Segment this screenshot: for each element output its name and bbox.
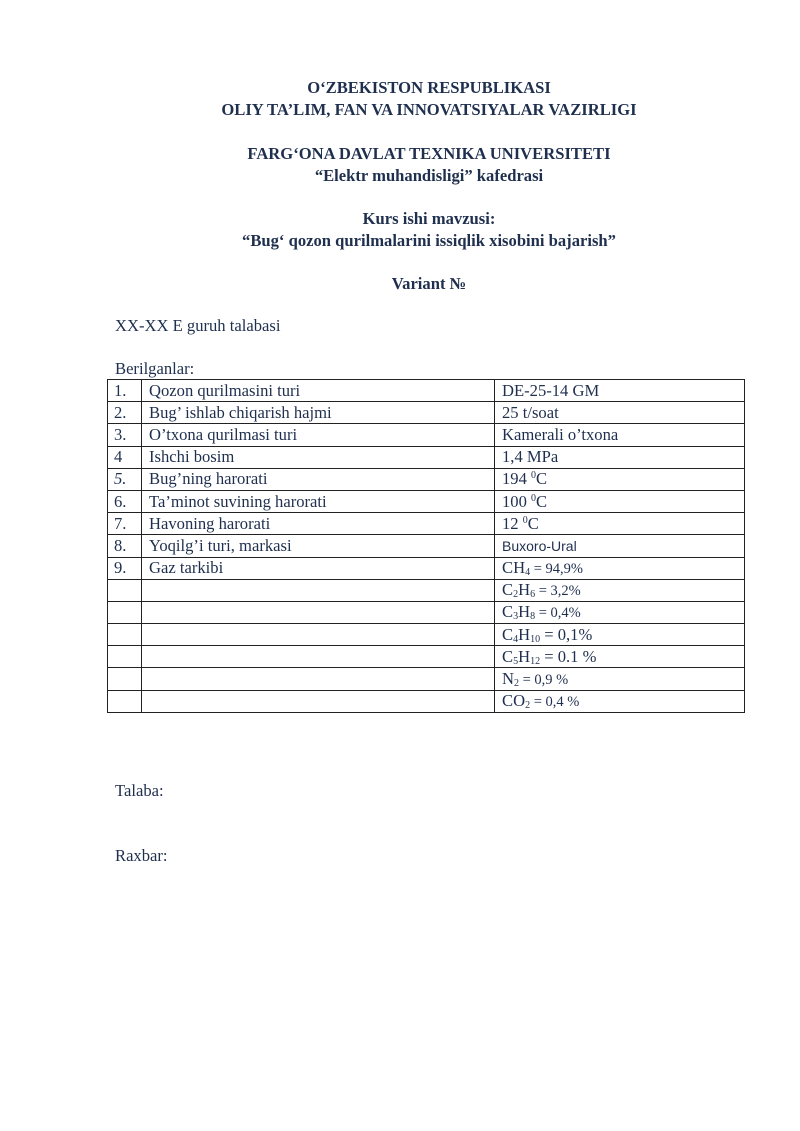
row-value: 12 $^0$C [495,513,745,535]
row-name: Bug’ ishlab chiqarish hajmi [142,402,495,424]
row-number: 6. [108,490,142,512]
empty-cell [108,690,142,712]
topic-title: “Bug‘ qozon qurilmalarini issiqlik xisobini bajarish” [242,231,616,250]
gas-component: $C_3H_8 = 0,4\%$ [495,601,745,623]
table-row [108,468,745,490]
empty-cell [142,579,495,601]
table-row [108,535,745,557]
table-row [108,690,745,712]
table-row [108,380,745,402]
table-row [108,601,745,623]
empty-cell [142,646,495,668]
row-value: 25 t/soat [495,402,745,424]
row-number: 3. [108,424,142,446]
empty-cell [142,668,495,690]
table-row [108,646,745,668]
variant-label: Variant № [391,274,467,293]
given-label: Berilganlar: [115,359,195,378]
empty-cell [108,579,142,601]
table-row [108,557,745,579]
empty-cell [142,601,495,623]
university-title: FARG‘ONA DAVLAT TEXNIKA UNIVERSITETI [247,144,611,163]
row-number: 2. [108,402,142,424]
table-row [108,513,745,535]
row-value: Kamerali o’txona [495,424,745,446]
row-number: 9. [108,557,142,579]
row-name: Qozon qurilmasini turi [142,380,495,402]
table-row [108,579,745,601]
row-value: DE-25-14 GM [495,380,745,402]
row-name: Gaz tarkibi [142,557,495,579]
row-value: Buxoro-Ural [495,535,745,557]
row-number: 1. [108,380,142,402]
republic-title: O‘ZBEKISTON RESPUBLIKASI [307,78,551,97]
row-number: 5. [108,468,142,490]
table-row [108,490,745,512]
table-row [108,624,745,646]
department-title: “Elektr muhandisligi” kafedrasi [314,166,544,185]
gas-component: $C_4H_{10} = 0,1\%$ [495,624,745,646]
empty-cell [108,624,142,646]
row-value: 100 $^0$C [495,490,745,512]
given-data-table [107,379,745,713]
topic-label: Kurs ishi mavzusi: [362,209,496,228]
ministry-title: OLIY TA’LIM, FAN VA INNOVATSIYALAR VAZIRLIGI [221,100,637,119]
gas-component: $CO_2 = 0,4$ % [495,690,745,712]
empty-cell [108,646,142,668]
row-name: Ta’minot suvining harorati [142,490,495,512]
empty-cell [108,668,142,690]
row-name: Havoning harorati [142,513,495,535]
group-line: XX-XX E guruh talabasi [115,316,281,335]
gas-component: $C_2H_6 = 3,2\%$ [495,579,745,601]
gas-component: $C_5H_{12} = 0.1$ % [495,646,745,668]
row-name: Yoqilg’i turi, markasi [142,535,495,557]
row-name: O’txona qurilmasi turi [142,424,495,446]
row-number: 8. [108,535,142,557]
row-name: Bug’ning harorati [142,468,495,490]
row-value: 194 $^0$C [495,468,745,490]
row-number: 7. [108,513,142,535]
table-row [108,424,745,446]
row-number: 4 [108,446,142,468]
row-name: Ishchi bosim [142,446,495,468]
table-row [108,668,745,690]
empty-cell [108,601,142,623]
empty-cell [142,624,495,646]
empty-cell [142,690,495,712]
gas-component: $CH_4 = 94,9\%$ [495,557,745,579]
table-row [108,446,745,468]
student-label: Talaba: [115,781,164,800]
supervisor-label: Raxbar: [115,846,168,865]
table-row [108,402,745,424]
row-value: 1,4 MPa [495,446,745,468]
gas-component: $N_2 = 0,9$ % [495,668,745,690]
